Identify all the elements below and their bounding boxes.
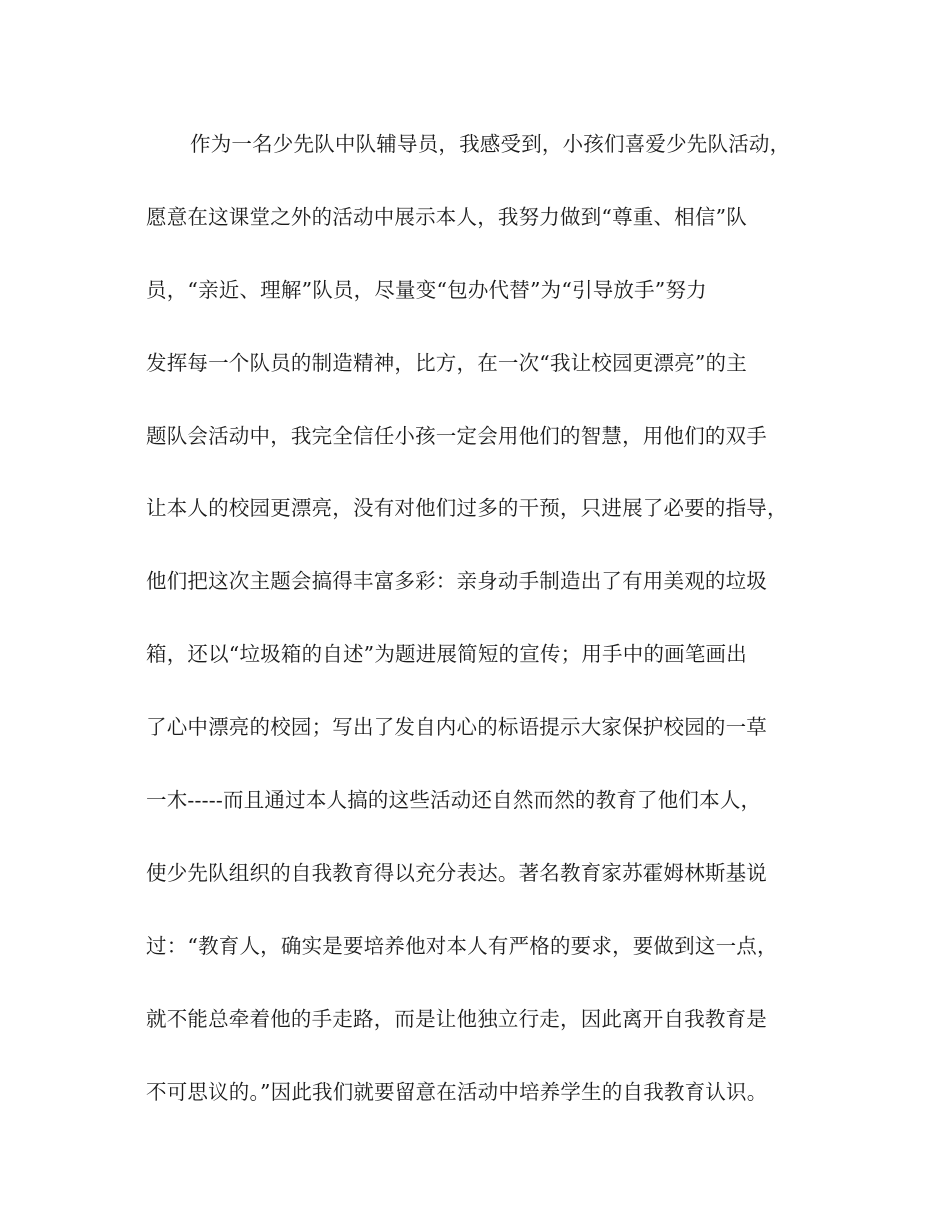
paragraph-line: 作为一名少先队中队辅导员，我感受到，小孩们喜爱少先队活动，: [190, 132, 791, 156]
paragraph-line: 不可思议的。”因此我们就要留意在活动中培养学生的自我教育认识。: [146, 1079, 768, 1104]
paragraph-line: 箱，还以“垃圾箱的自述”为题进展简短的宣传；用手中的画笔画出: [146, 642, 747, 667]
paragraph-line: 一木-----而且通过本人搞的这些活动还自然而然的教育了他们本人，: [146, 788, 762, 813]
paragraph-line: 题队会活动中，我完全信任小孩一定会用他们的智慧，用他们的双手: [146, 423, 767, 448]
paragraph-line: 发挥每一个队员的制造精神，比方，在一次“我让校园更漂亮”的主: [146, 350, 747, 375]
paragraph-line: 就不能总牵着他的手走路，而是让他独立行走，因此离开自我教育是: [146, 1006, 767, 1031]
paragraph-line: 员，“亲近、理解”队员，尽量变“包办代替”为“引导放手”努力: [146, 277, 707, 302]
paragraph-line: 他们把这次主题会搞得丰富多彩：亲身动手制造出了有用美观的垃圾: [146, 569, 767, 594]
paragraph-line: 过：“教育人，确实是要培养他对本人有严格的要求，要做到这一点，: [146, 933, 778, 958]
paragraph-line: 使少先队组织的自我教育得以充分表达。著名教育家苏霍姆林斯基说: [146, 860, 767, 885]
paragraph-line: 让本人的校园更漂亮，没有对他们过多的干预，只进展了必要的指导，: [146, 496, 788, 521]
paragraph-line: 了心中漂亮的校园；写出了发自内心的标语提示大家保护校园的一草: [146, 715, 767, 740]
body-paragraph: [146, 124, 826, 1144]
paragraph-line: 愿意在这课堂之外的活动中展示本人，我努力做到“尊重、相信”队: [146, 204, 747, 229]
